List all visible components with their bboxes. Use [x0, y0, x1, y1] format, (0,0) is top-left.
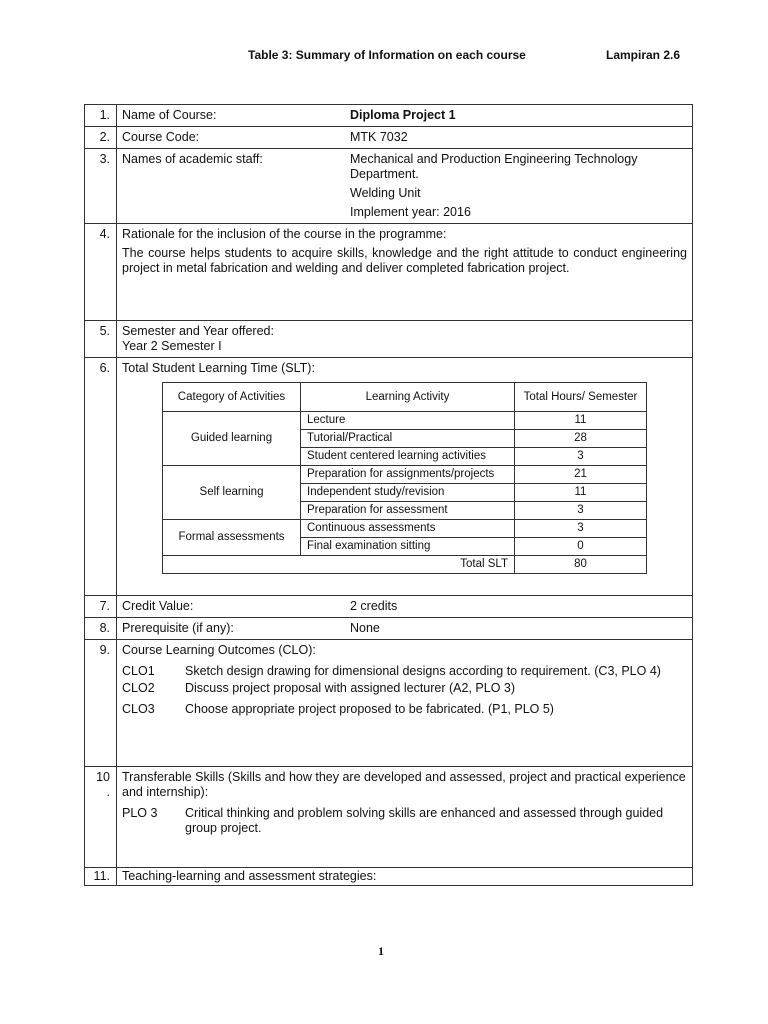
row-credit-value	[85, 596, 693, 618]
row-slt	[85, 358, 693, 596]
row-number: 8.	[85, 618, 117, 640]
row-number: 2.	[85, 127, 117, 149]
document-title: Table 3: Summary of Information on each course	[248, 48, 526, 62]
slt-hours: 11	[515, 412, 647, 430]
plo-item	[122, 806, 687, 836]
slt-hours: 3	[515, 520, 647, 538]
page-number: 1	[378, 944, 384, 958]
slt-activity: Final examination sitting	[301, 538, 515, 556]
course-summary-table	[84, 104, 693, 886]
slt-hours: 3	[515, 502, 647, 520]
clo-text: Choose appropriate project proposed to be fabricated. (P1, PLO 5)	[185, 702, 554, 716]
semester-value: Year 2 Semester I	[122, 339, 222, 353]
row-clo	[85, 640, 693, 767]
plo-text: Critical thinking and problem solving skills are enhanced and assessed through guided group project.	[185, 806, 664, 835]
slt-row	[163, 520, 647, 538]
slt-table	[162, 382, 647, 574]
slt-header-category: Category of Activities	[163, 383, 301, 412]
slt-activity: Independent study/revision	[301, 484, 515, 502]
row-number: 5.	[85, 321, 117, 358]
clo-text: Sketch design drawing for dimensional designs according to requirement. (C3, PLO 4)	[185, 664, 661, 678]
slt-row	[163, 412, 647, 430]
clo-text: Discuss project proposal with assigned lecturer (A2, PLO 3)	[185, 681, 516, 695]
row-course-code	[85, 127, 693, 149]
slt-total-value: 80	[515, 556, 647, 574]
row-number: 3.	[85, 149, 117, 224]
slt-category-self: Self learning	[163, 466, 301, 520]
academic-staff-label: Names of academic staff:	[122, 152, 263, 166]
slt-activity: Tutorial/Practical	[301, 430, 515, 448]
slt-activity: Student centered learning activities	[301, 448, 515, 466]
clo-code: CLO3	[122, 702, 155, 716]
course-name-label: Name of Course:	[122, 108, 217, 122]
row-rationale	[85, 224, 693, 321]
slt-activity: Preparation for assignments/projects	[301, 466, 515, 484]
staff-implement-year: Implement year: 2016	[350, 205, 471, 219]
course-code-value: MTK 7032	[350, 130, 408, 144]
row-semester	[85, 321, 693, 358]
row-course-name	[85, 105, 693, 127]
staff-department: Mechanical and Production Engineering Technology Department.	[350, 152, 638, 181]
semester-label: Semester and Year offered:	[122, 324, 274, 338]
slt-total-label: Total SLT	[163, 556, 515, 574]
slt-activity: Continuous assessments	[301, 520, 515, 538]
slt-hours: 3	[515, 448, 647, 466]
credit-value-label: Credit Value:	[122, 599, 194, 613]
row-transferable-skills	[85, 767, 693, 868]
row-teaching-strategies	[85, 868, 693, 886]
clo-code: CLO2	[122, 681, 155, 695]
slt-hours: 28	[515, 430, 647, 448]
transferable-skills-label: Transferable Skills (Skills and how they are developed and assessed, project and practical experience and internship):	[122, 770, 686, 799]
slt-category-formal: Formal assessments	[163, 520, 301, 556]
slt-header-row	[163, 383, 647, 412]
clo-item	[122, 664, 687, 679]
clo-item	[122, 681, 687, 696]
slt-header-activity: Learning Activity	[301, 383, 515, 412]
clo-item	[122, 702, 687, 717]
prerequisite-value: None	[350, 621, 380, 635]
row-number: 11.	[85, 868, 117, 886]
slt-total-row	[163, 556, 647, 574]
slt-hours: 0	[515, 538, 647, 556]
slt-header-hours: Total Hours/ Semester	[515, 383, 647, 412]
slt-category-guided: Guided learning	[163, 412, 301, 466]
credit-value: 2 credits	[350, 599, 398, 613]
annex-label: Lampiran 2.6	[606, 48, 681, 62]
slt-activity: Lecture	[301, 412, 515, 430]
row-prerequisite	[85, 618, 693, 640]
plo-code: PLO 3	[122, 806, 158, 820]
clo-code: CLO1	[122, 664, 155, 678]
prerequisite-label: Prerequisite (if any):	[122, 621, 234, 635]
academic-staff-value	[350, 152, 684, 220]
course-name-value: Diploma Project 1	[350, 108, 456, 122]
slt-label: Total Student Learning Time (SLT):	[122, 361, 315, 375]
rationale-label: Rationale for the inclusion of the course in the programme:	[122, 227, 447, 241]
row-academic-staff	[85, 149, 693, 224]
row-number: 10 .	[85, 767, 117, 868]
staff-unit: Welding Unit	[350, 186, 421, 200]
row-number: 4.	[85, 224, 117, 321]
slt-row	[163, 466, 647, 484]
row-number: 6.	[85, 358, 117, 596]
clo-label: Course Learning Outcomes (CLO):	[122, 643, 316, 657]
rationale-text: The course helps students to acquire skills, knowledge and the right attitude to conduct engineering project in metal fabrication and welding and deliver completed fabrication project.	[122, 246, 687, 275]
slt-hours: 11	[515, 484, 647, 502]
slt-activity: Preparation for assessment	[301, 502, 515, 520]
row-number: 7.	[85, 596, 117, 618]
teaching-strategies-label: Teaching-learning and assessment strategies:	[117, 868, 693, 886]
row-number: 1.	[85, 105, 117, 127]
slt-hours: 21	[515, 466, 647, 484]
course-code-label: Course Code:	[122, 130, 200, 144]
row-number: 9.	[85, 640, 117, 767]
